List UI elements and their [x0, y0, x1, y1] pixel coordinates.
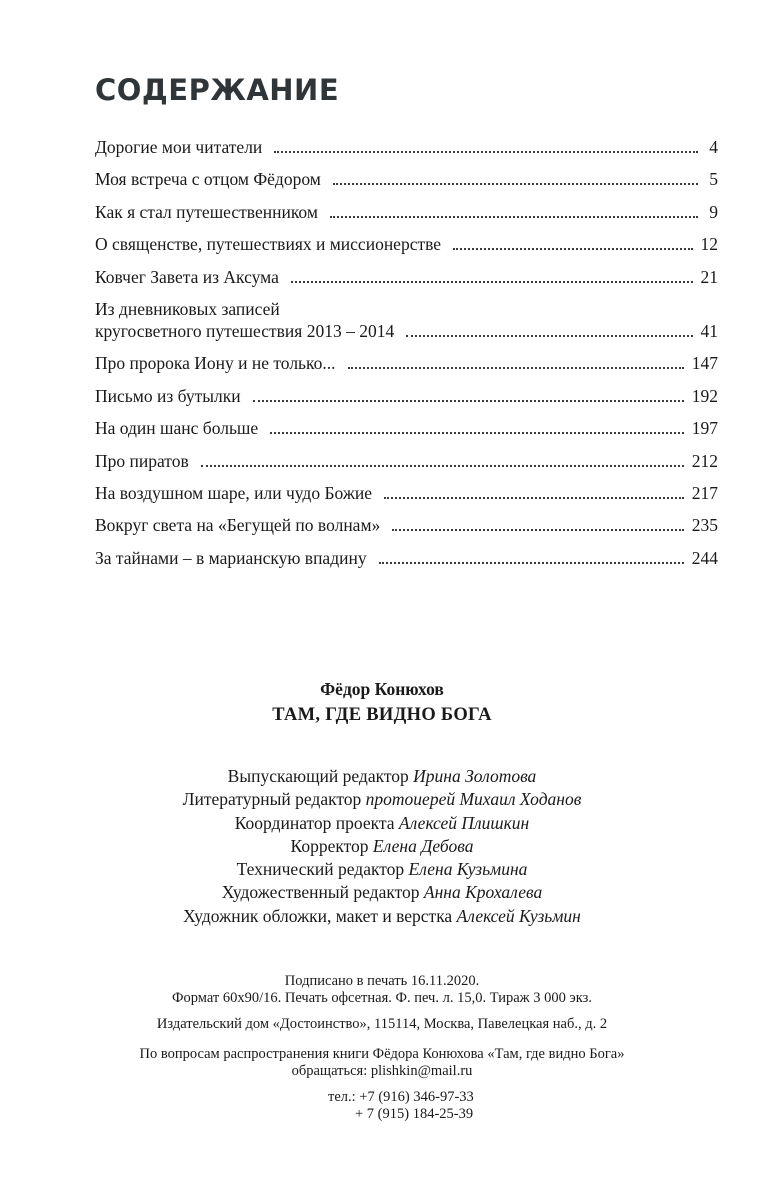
toc-entry-title: Про пиратов	[95, 450, 189, 471]
toc-entry[interactable]	[95, 266, 718, 288]
credit-line	[0, 788, 764, 811]
credit-role: Координатор проекта	[234, 812, 395, 833]
credit-role: Технический редактор	[236, 859, 405, 880]
credit-person: Анна Крохалева	[423, 882, 543, 903]
toc-entry-title: Как я стал путешественником	[95, 201, 318, 222]
credit-line	[0, 835, 764, 858]
dot-leader	[270, 417, 684, 439]
toc-entry[interactable]	[95, 136, 718, 158]
credit-person: Алексей Кузьмин	[456, 905, 581, 926]
credit-person: протоиерей Михаил Ходанов	[365, 789, 582, 810]
toc-entry[interactable]	[95, 233, 718, 255]
toc-entry-title: На один шанс больше	[95, 418, 259, 439]
dot-leader	[392, 514, 683, 536]
signed-to-print: Подписано в печать 16.11.2020.	[284, 973, 480, 989]
page-title: СОДЕРЖАНИЕ	[95, 73, 340, 107]
credit-role: Художественный редактор	[221, 882, 420, 903]
toc-entry-page: 12	[700, 234, 718, 255]
dot-leader	[253, 385, 684, 407]
toc-entry-title: За тайнами – в марианскую впадину	[95, 547, 367, 568]
toc-entry-title: Вокруг света на «Бегущей по волнам»	[95, 515, 381, 536]
toc-entry[interactable]	[95, 298, 718, 342]
toc-entry-title: На воздушном шаре, или чудо Божие	[95, 482, 373, 503]
dot-leader	[333, 168, 698, 190]
credits-block	[0, 765, 764, 928]
credit-line	[0, 858, 764, 881]
toc-entry-title-line-2: кругосветного путешествия 2013 – 2014	[95, 320, 395, 341]
toc-entry-page: 212	[691, 450, 718, 471]
toc-entry-title: Дорогие мои читатели	[95, 137, 263, 157]
credit-line	[0, 905, 764, 928]
toc-entry-page: 235	[691, 515, 718, 536]
credit-person: Ирина Золотова	[413, 766, 537, 786]
toc-entry[interactable]	[95, 201, 718, 223]
phone-2: + 7 (915) 184-25-39	[355, 1106, 474, 1122]
toc-entry[interactable]	[95, 385, 718, 407]
phone-1: тел.: +7 (916) 346-97-33	[328, 1089, 474, 1105]
table-of-contents	[95, 136, 718, 579]
toc-entry[interactable]	[95, 417, 718, 439]
toc-entry-title: Про пророка Иону и не только...	[95, 353, 336, 374]
phone-numbers	[328, 1089, 474, 1123]
dot-leader	[291, 266, 693, 288]
toc-entry-page: 9	[709, 201, 718, 222]
credit-line	[0, 765, 764, 788]
dot-leader	[348, 352, 684, 374]
toc-entry-page: 41	[700, 320, 718, 341]
print-format: Формат 60x90/16. Печать офсетная. Ф. печ. л. 15,0. Тираж 3 000 экз.	[172, 990, 592, 1006]
toc-entry-title: Ковчег Завета из Аксума	[95, 266, 279, 287]
credit-role: Литературный редактор	[182, 789, 362, 810]
author-name: Фёдор Конюхов	[320, 679, 444, 699]
credit-role: Корректор	[290, 835, 369, 856]
toc-entry-title: О священстве, путешествиях и миссионерстве	[95, 234, 442, 255]
toc-entry-page: 147	[691, 353, 718, 374]
book-title: ТАМ, ГДЕ ВИДНО БОГА	[272, 705, 492, 725]
toc-entry-title-line-1: Из дневниковых записей	[95, 298, 280, 319]
toc-entry-page: 21	[700, 266, 718, 287]
toc-entry-page: 197	[691, 418, 718, 439]
toc-entry-page: 217	[691, 482, 718, 503]
credit-person: Алексей Плишкин	[398, 812, 530, 833]
contact-email: обращаться: plishkin@mail.ru	[291, 1063, 473, 1079]
dot-leader	[384, 482, 684, 504]
toc-entry[interactable]	[95, 168, 718, 190]
credit-person: Елена Дебова	[372, 835, 474, 856]
dot-leader	[379, 547, 684, 569]
dot-leader	[201, 450, 684, 472]
toc-entry-page: 244	[691, 547, 718, 568]
dot-leader	[453, 233, 692, 255]
credit-person: Елена Кузьмина	[408, 859, 528, 880]
credit-role: Художник обложки, макет и верстка	[183, 905, 453, 926]
dot-leader	[406, 320, 692, 342]
credit-line	[0, 881, 764, 904]
toc-entry[interactable]	[95, 482, 718, 504]
toc-entry-title: Моя встреча с отцом Фёдором	[95, 169, 321, 190]
toc-entry-page: 5	[709, 169, 718, 190]
toc-entry[interactable]	[95, 450, 718, 472]
dot-leader	[330, 201, 698, 223]
toc-entry[interactable]	[95, 514, 718, 536]
toc-entry-page: 192	[691, 385, 718, 406]
publisher-address: Издательский дом «Достоинство», 115114, Москва, Павелецкая наб., д. 2	[156, 1016, 608, 1032]
credit-line	[0, 812, 764, 835]
toc-entry[interactable]	[95, 352, 718, 374]
toc-entry-title: Письмо из бутылки	[95, 385, 241, 406]
toc-entry-page: 4	[709, 137, 718, 157]
distribution-note: По вопросам распространения книги Фёдора Конюхова «Там, где видно Бога»	[139, 1046, 625, 1062]
credit-role: Выпускающий редактор	[227, 766, 409, 786]
dot-leader	[274, 136, 698, 158]
toc-entry[interactable]	[95, 547, 718, 569]
